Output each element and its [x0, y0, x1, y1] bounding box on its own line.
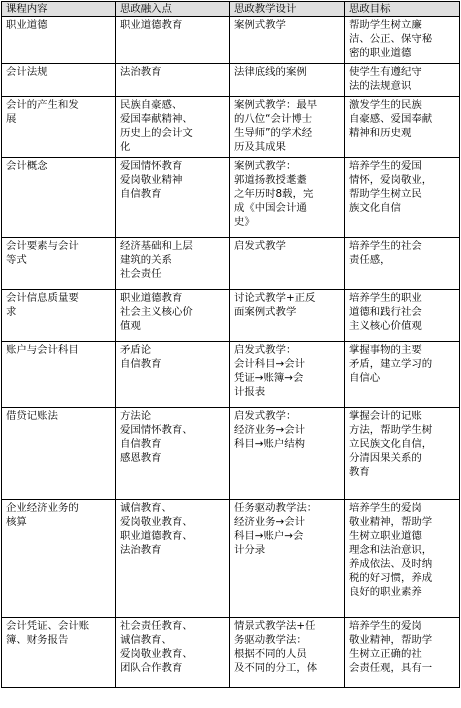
cell-text-line: 历史上的会计文 [120, 127, 193, 139]
cell-text-line: 掌握会计的记账 [349, 410, 422, 422]
cell-text-line: 会计的产生和发 [6, 99, 79, 111]
cell-text-line: 帮助学生树立廉 [349, 19, 422, 31]
cell-text-line: 情景式教学法+任 [234, 620, 316, 632]
cell-text-line: 史》 [234, 216, 255, 228]
header-course-content: 课程内容 [2, 2, 116, 17]
cell-text-line: 自豪感、爱国奉献 [349, 113, 433, 125]
cell-text-line: 企业经济业务的 [6, 502, 79, 514]
cell-text-line: 法律底线的案例 [234, 66, 307, 78]
cell-text-line: 等式 [6, 254, 27, 266]
cell-text-line: 激发学生的民族 [349, 99, 422, 111]
teaching-design-cell [230, 158, 345, 238]
header-ideology-goal: 思政目标 [345, 2, 460, 17]
cell-text-line: 生树立正确的社 [349, 648, 422, 660]
cell-text-line: 计分录 [234, 544, 266, 556]
table-body [2, 2, 460, 688]
cell-text-line: 爱国情怀教育 [120, 160, 183, 172]
curriculum-ideology-table [1, 1, 460, 688]
cell-text-line: 密的职业道德 [349, 47, 412, 59]
cell-text-line: 会计科目→会计 [234, 358, 306, 370]
cell-text-line: 簿、财务报告 [6, 634, 69, 646]
teaching-design-cell [230, 408, 345, 500]
teaching-design-cell [230, 290, 345, 342]
integration-point-cell [116, 158, 230, 238]
table-row [2, 64, 460, 97]
cell-text-line: 社会责任教育、 [120, 620, 193, 632]
cell-text-line: 社会责任 [120, 268, 162, 280]
integration-point-cell [116, 500, 230, 618]
teaching-design-cell [230, 238, 345, 290]
cell-text-line: 计报表 [234, 386, 266, 398]
cell-text-line: 分清因果关系的 [349, 452, 422, 464]
ideology-goal-cell [345, 64, 460, 97]
cell-text-line: 会计法规 [6, 66, 48, 78]
cell-text-line: 的八位“会计博士 [234, 113, 313, 125]
cell-text-line: 启发式教学： [234, 410, 297, 422]
cell-text-line: 会计概念 [6, 160, 48, 172]
table-row [2, 97, 460, 158]
cell-text-line: 培养学生的职业 [349, 292, 422, 304]
cell-text-line: 爱国奉献精神、 [120, 113, 193, 125]
table-row [2, 17, 460, 64]
cell-text-line: 培养学生的爱岗 [349, 620, 422, 632]
cell-text-line: 帮助学生树立民 [349, 188, 422, 200]
cell-text-line: 案例式教学 [234, 19, 286, 31]
cell-text-line: 立民族文化自信， [349, 438, 433, 450]
cell-text-line: 案例式教学：最早 [234, 99, 318, 111]
cell-text-line: 自信教育 [120, 188, 162, 200]
cell-text-line: 经济业务→会计 [234, 424, 306, 436]
cell-text-line: 化 [120, 141, 131, 153]
cell-text-line: 职业道德教育 [120, 292, 183, 304]
cell-text-line: 法治教育 [120, 66, 162, 78]
integration-point-cell [116, 238, 230, 290]
cell-text-line: 族文化自信 [349, 202, 401, 214]
cell-text-line: 会计要素与会计 [6, 240, 79, 252]
cell-text-line: 经济基础和上层 [120, 240, 193, 252]
cell-text-line: 方法，帮助学生树 [349, 424, 433, 436]
cell-text-line: 社会主义核心价 [120, 306, 193, 318]
cell-text-line: 账户与会计科目 [6, 344, 79, 356]
cell-text-line: 掌握事物的主要 [349, 344, 422, 356]
ideology-goal-cell [345, 290, 460, 342]
cell-text-line: 借贷记账法 [6, 410, 58, 422]
integration-point-cell [116, 97, 230, 158]
ideology-goal-cell [345, 17, 460, 64]
ideology-goal-cell [345, 408, 460, 500]
course-content-cell [2, 500, 116, 618]
cell-text-line: 自信教育 [120, 438, 162, 450]
integration-point-cell [116, 17, 230, 64]
cell-text-line: 经济业务→会计 [234, 516, 306, 528]
cell-text-line: 敬业精神，帮助学 [349, 634, 433, 646]
cell-text-line: 会计信息质量要 [6, 292, 79, 304]
cell-text-line: 理念和法治意识， [349, 544, 433, 556]
cell-text-line: 核算 [6, 516, 27, 528]
cell-text-line: 道德和践行社会 [349, 306, 422, 318]
course-content-cell [2, 342, 116, 408]
cell-text-line: 精神和历史观 [349, 127, 412, 139]
cell-text-line: 培养学生的爱国 [349, 160, 422, 172]
teaching-design-cell [230, 500, 345, 618]
cell-text-line: 矛盾，建立学习的 [349, 358, 433, 370]
cell-text-line: 求 [6, 306, 17, 318]
cell-text-line: 启发式教学： [234, 344, 297, 356]
cell-text-line: 爱国情怀教育、 [120, 424, 193, 436]
cell-text-line: 值观 [120, 320, 141, 332]
cell-text-line: 务驱动教学法： [234, 634, 307, 646]
cell-text-line: 方法论 [120, 410, 152, 422]
course-content-cell [2, 64, 116, 97]
cell-text-line: 历及其成果 [234, 141, 286, 153]
cell-text-line: 成《中国会计通 [234, 202, 307, 214]
cell-text-line: 主义核心价值观 [349, 320, 422, 332]
cell-text-line: 会责任观，具有一 [349, 662, 433, 674]
cell-text-line: 使学生有遵纪守 [349, 66, 422, 78]
cell-text-line: 培养学生的爱岗 [349, 502, 422, 514]
cell-text-line: 爱岗敬业教育、 [120, 516, 193, 528]
teaching-design-cell [230, 342, 345, 408]
table-row [2, 408, 460, 500]
cell-text-line: 科目→账户→会 [234, 530, 304, 542]
cell-text-line: 凭证→账簿→会 [234, 372, 304, 384]
cell-text-line: 税的好习惯，养成 [349, 572, 433, 584]
ideology-goal-cell [345, 238, 460, 290]
course-content-cell [2, 408, 116, 500]
cell-text-line: 讨论式教学+正反 [234, 292, 316, 304]
course-content-cell [2, 17, 116, 64]
table-row [2, 500, 460, 618]
cell-text-line: 郭道扬教授耄耋 [234, 174, 307, 186]
ideology-goal-cell [345, 342, 460, 408]
table-row [2, 238, 460, 290]
cell-text-line: 职业道德教育、 [120, 530, 193, 542]
cell-text-line: 诚信教育、 [120, 634, 172, 646]
teaching-design-cell [230, 618, 345, 688]
ideology-goal-cell [345, 618, 460, 688]
cell-text-line: 养成依法、及时纳 [349, 558, 433, 570]
table-row [2, 342, 460, 408]
cell-text-line: 科目→账户结构 [234, 438, 306, 450]
cell-text-line: 团队合作教育 [120, 662, 183, 674]
cell-text-line: 展 [6, 113, 17, 125]
cell-text-line: 自信教育 [120, 358, 162, 370]
teaching-design-cell [230, 64, 345, 97]
teaching-design-cell [230, 97, 345, 158]
cell-text-line: 任务驱动教学法： [234, 502, 318, 514]
cell-text-line: 培养学生的社会 [349, 240, 422, 252]
course-content-cell [2, 290, 116, 342]
table-header-row [2, 2, 460, 17]
cell-text-line: 民族自豪感、 [120, 99, 183, 111]
cell-text-line: 职业道德 [6, 19, 48, 31]
cell-text-line: 职业道德教育 [120, 19, 183, 31]
table-row [2, 618, 460, 688]
integration-point-cell [116, 342, 230, 408]
cell-text-line: 诚信教育、 [120, 502, 172, 514]
cell-text-line: 自信心 [349, 372, 381, 384]
header-integration-point: 思政融入点 [116, 2, 230, 17]
integration-point-cell [116, 618, 230, 688]
course-content-cell [2, 238, 116, 290]
table-row [2, 290, 460, 342]
cell-text-line: 之年历时8载，完 [234, 188, 314, 200]
ideology-goal-cell [345, 500, 460, 618]
cell-text-line: 及不同的分工，体 [234, 662, 318, 674]
integration-point-cell [116, 408, 230, 500]
header-teaching-design: 思政教学设计 [230, 2, 345, 17]
cell-text-line: 启发式教学 [234, 240, 286, 252]
cell-text-line: 建筑的关系 [120, 254, 172, 266]
course-content-cell [2, 618, 116, 688]
cell-text-line: 根据不同的人员 [234, 648, 307, 660]
cell-text-line: 良好的职业素养 [349, 586, 422, 598]
cell-text-line: 教育 [349, 466, 370, 478]
integration-point-cell [116, 64, 230, 97]
ideology-goal-cell [345, 97, 460, 158]
teaching-design-cell [230, 17, 345, 64]
cell-text-line: 生导师”的学术经 [234, 127, 313, 139]
cell-text-line: 感恩教育 [120, 452, 162, 464]
cell-text-line: 案例式教学： [234, 160, 297, 172]
cell-text-line: 爱岗敬业教育、 [120, 648, 193, 660]
table-row [2, 158, 460, 238]
cell-text-line: 生树立职业道德 [349, 530, 422, 542]
cell-text-line: 情怀，爱岗敬业， [349, 174, 433, 186]
course-content-cell [2, 158, 116, 238]
cell-text-line: 矛盾论 [120, 344, 152, 356]
cell-text-line: 爱岗敬业精神 [120, 174, 183, 186]
cell-text-line: 责任感， [349, 254, 391, 266]
cell-text-line: 洁、公正、保守秘 [349, 33, 433, 45]
integration-point-cell [116, 290, 230, 342]
cell-text-line: 法治教育 [120, 544, 162, 556]
cell-text-line: 法的法规意识 [349, 80, 412, 92]
course-content-cell [2, 97, 116, 158]
ideology-goal-cell [345, 158, 460, 238]
cell-text-line: 会计凭证、会计账 [6, 620, 90, 632]
cell-text-line: 面案例式教学 [234, 306, 297, 318]
cell-text-line: 敬业精神，帮助学 [349, 516, 433, 528]
